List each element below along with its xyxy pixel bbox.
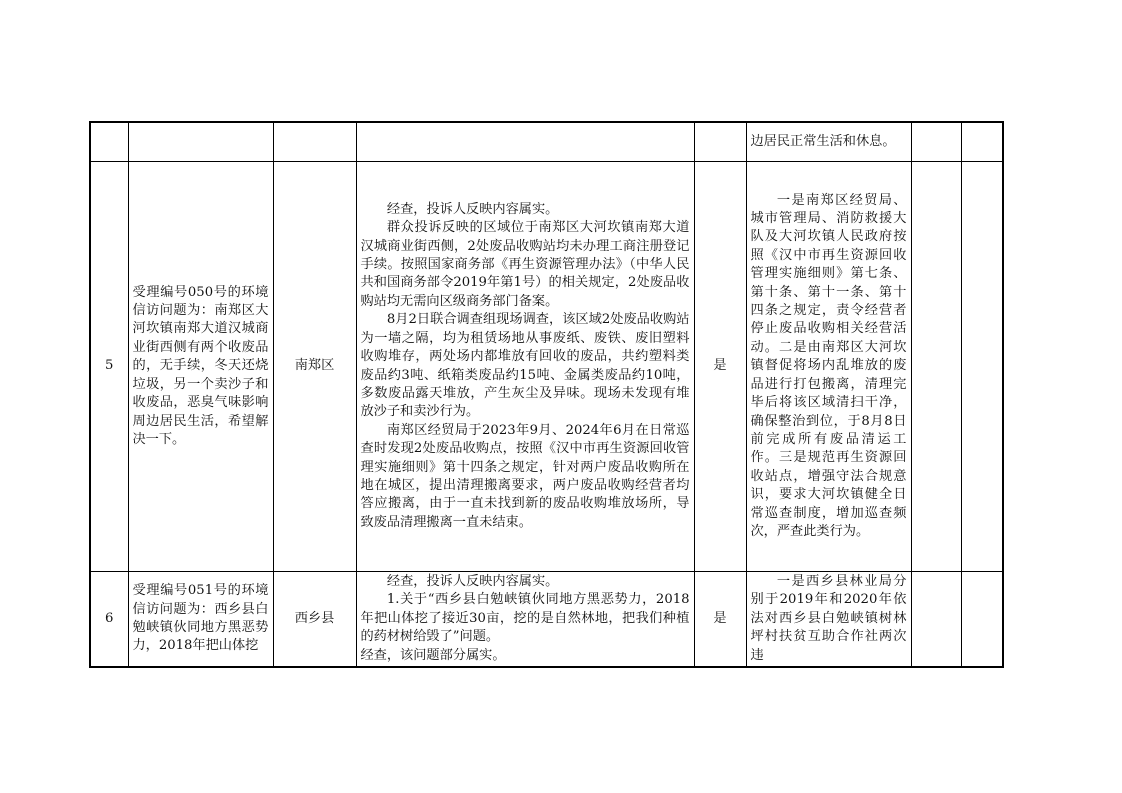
process-paragraph: 经查，投诉人反映内容属实。	[386, 574, 559, 589]
cell-desc	[128, 162, 273, 572]
cell-process	[356, 572, 694, 668]
desc-text: 受理编号050号的环境信访问题为：南郑区大河坎镇南郑大道汉城商业街西侧有两个收废品的，无手续，冬天还烧垃圾，另一个卖沙子和收废品，恶臭气味影响周边居民生活，希望解决一下。	[132, 284, 269, 447]
cell-desc	[128, 122, 273, 162]
cell-area: 南郑区	[273, 162, 356, 572]
cell-result	[746, 162, 911, 572]
cell-area	[273, 122, 356, 162]
cell-process	[356, 122, 694, 162]
cell-extra-2	[961, 572, 1003, 668]
process-paragraph: 8月2日联合调查组现场调查，该区域2处废品收购站为一墙之隔，均为租赁场地从事废纸、废铁、废旧塑料收购堆存，两处场内都堆放有回收的废品，共约塑料类废品约3吨、纸箱类废品约15吨、金属类废品约10吨，多数废品露天堆放，产生灰尘及异味。现场未发现有堆放沙子和卖沙行为。	[360, 312, 690, 420]
cell-no: 5	[90, 162, 128, 572]
process-paragraph: 群众投诉反映的区域位于南郑区大河坎镇南郑大道汉城商业街西侧，2处废品收购站均未办理工商注册登记手续。按照国家商务部《再生资源管理办法》（中华人民共和国商务部令2019年第1号）的相关规定，2处废品收购站均无需向区级商务部门备案。	[360, 220, 690, 309]
process-paragraph: 1.关于“西乡县白勉峡镇伙同地方黑恶势力，2018年把山体挖了接近30亩，挖的是自然林地，把我们种植的药材树给毁了”问题。	[360, 592, 690, 645]
cell-verified: 是	[694, 162, 746, 572]
result-text: 边居民正常生活和休息。	[750, 133, 896, 149]
result-text: 一是西乡县林业局分别于2019年和2020年依法对西乡县白勉峡镇树林坪村扶贫互助合作社两次违	[750, 574, 907, 663]
cell-area: 西乡县	[273, 572, 356, 668]
cell-desc	[128, 572, 273, 668]
cell-extra-1	[911, 572, 961, 668]
cell-no: 6	[90, 572, 128, 668]
table-row	[90, 122, 1003, 162]
cell-extra-1	[911, 122, 961, 162]
cell-extra-2	[961, 162, 1003, 572]
cell-extra-1	[911, 162, 961, 572]
cell-result	[746, 572, 911, 668]
cell-process	[356, 162, 694, 572]
cell-verified	[694, 122, 746, 162]
process-paragraph: 南郑区经贸局于2023年9月、2024年6月在日常巡查时发现2处废品收购点，按照《汉中市再生资源回收管理实施细则》第十四条之规定，针对两户废品收购所在地在城区，提出清理搬离要求，两户废品收购经营者均答应搬离，由于一直未找到新的废品收购堆放场所，导致废品清理搬离一直未结束。	[360, 422, 690, 530]
table-row	[90, 572, 1003, 668]
result-text: 一是南郑区经贸局、城市管理局、消防救援大队及大河坎镇人民政府按照《汉中市再生资源回收管理实施细则》第七条、第十条、第十一条、第十四条之规定，责令经营者停止废品收购相关经营活动。二是由南郑区大河坎镇督促将场内乱堆放的废品进行打包搬离，清理完毕后将该区域清扫干净，确保整治到位，于8月8日前完成所有废品清运工作。三是规范再生资源回收站点，增强守法合规意识，要求大河坎镇健全日常巡查制度，增加巡查频次，严查此类行为。	[750, 192, 907, 539]
table-row	[90, 162, 1003, 572]
complaint-table	[89, 121, 1004, 668]
cell-verified: 是	[694, 572, 746, 668]
desc-text: 受理编号051号的环境信访问题为：西乡县白勉峡镇伙同地方黑恶势力，2018年把山体挖	[132, 583, 269, 654]
cell-result	[746, 122, 911, 162]
process-paragraph: 经查，该问题部分属实。	[360, 647, 506, 663]
cell-no	[90, 122, 128, 162]
process-paragraph: 经查，投诉人反映内容属实。	[386, 201, 559, 217]
cell-extra-2	[961, 122, 1003, 162]
